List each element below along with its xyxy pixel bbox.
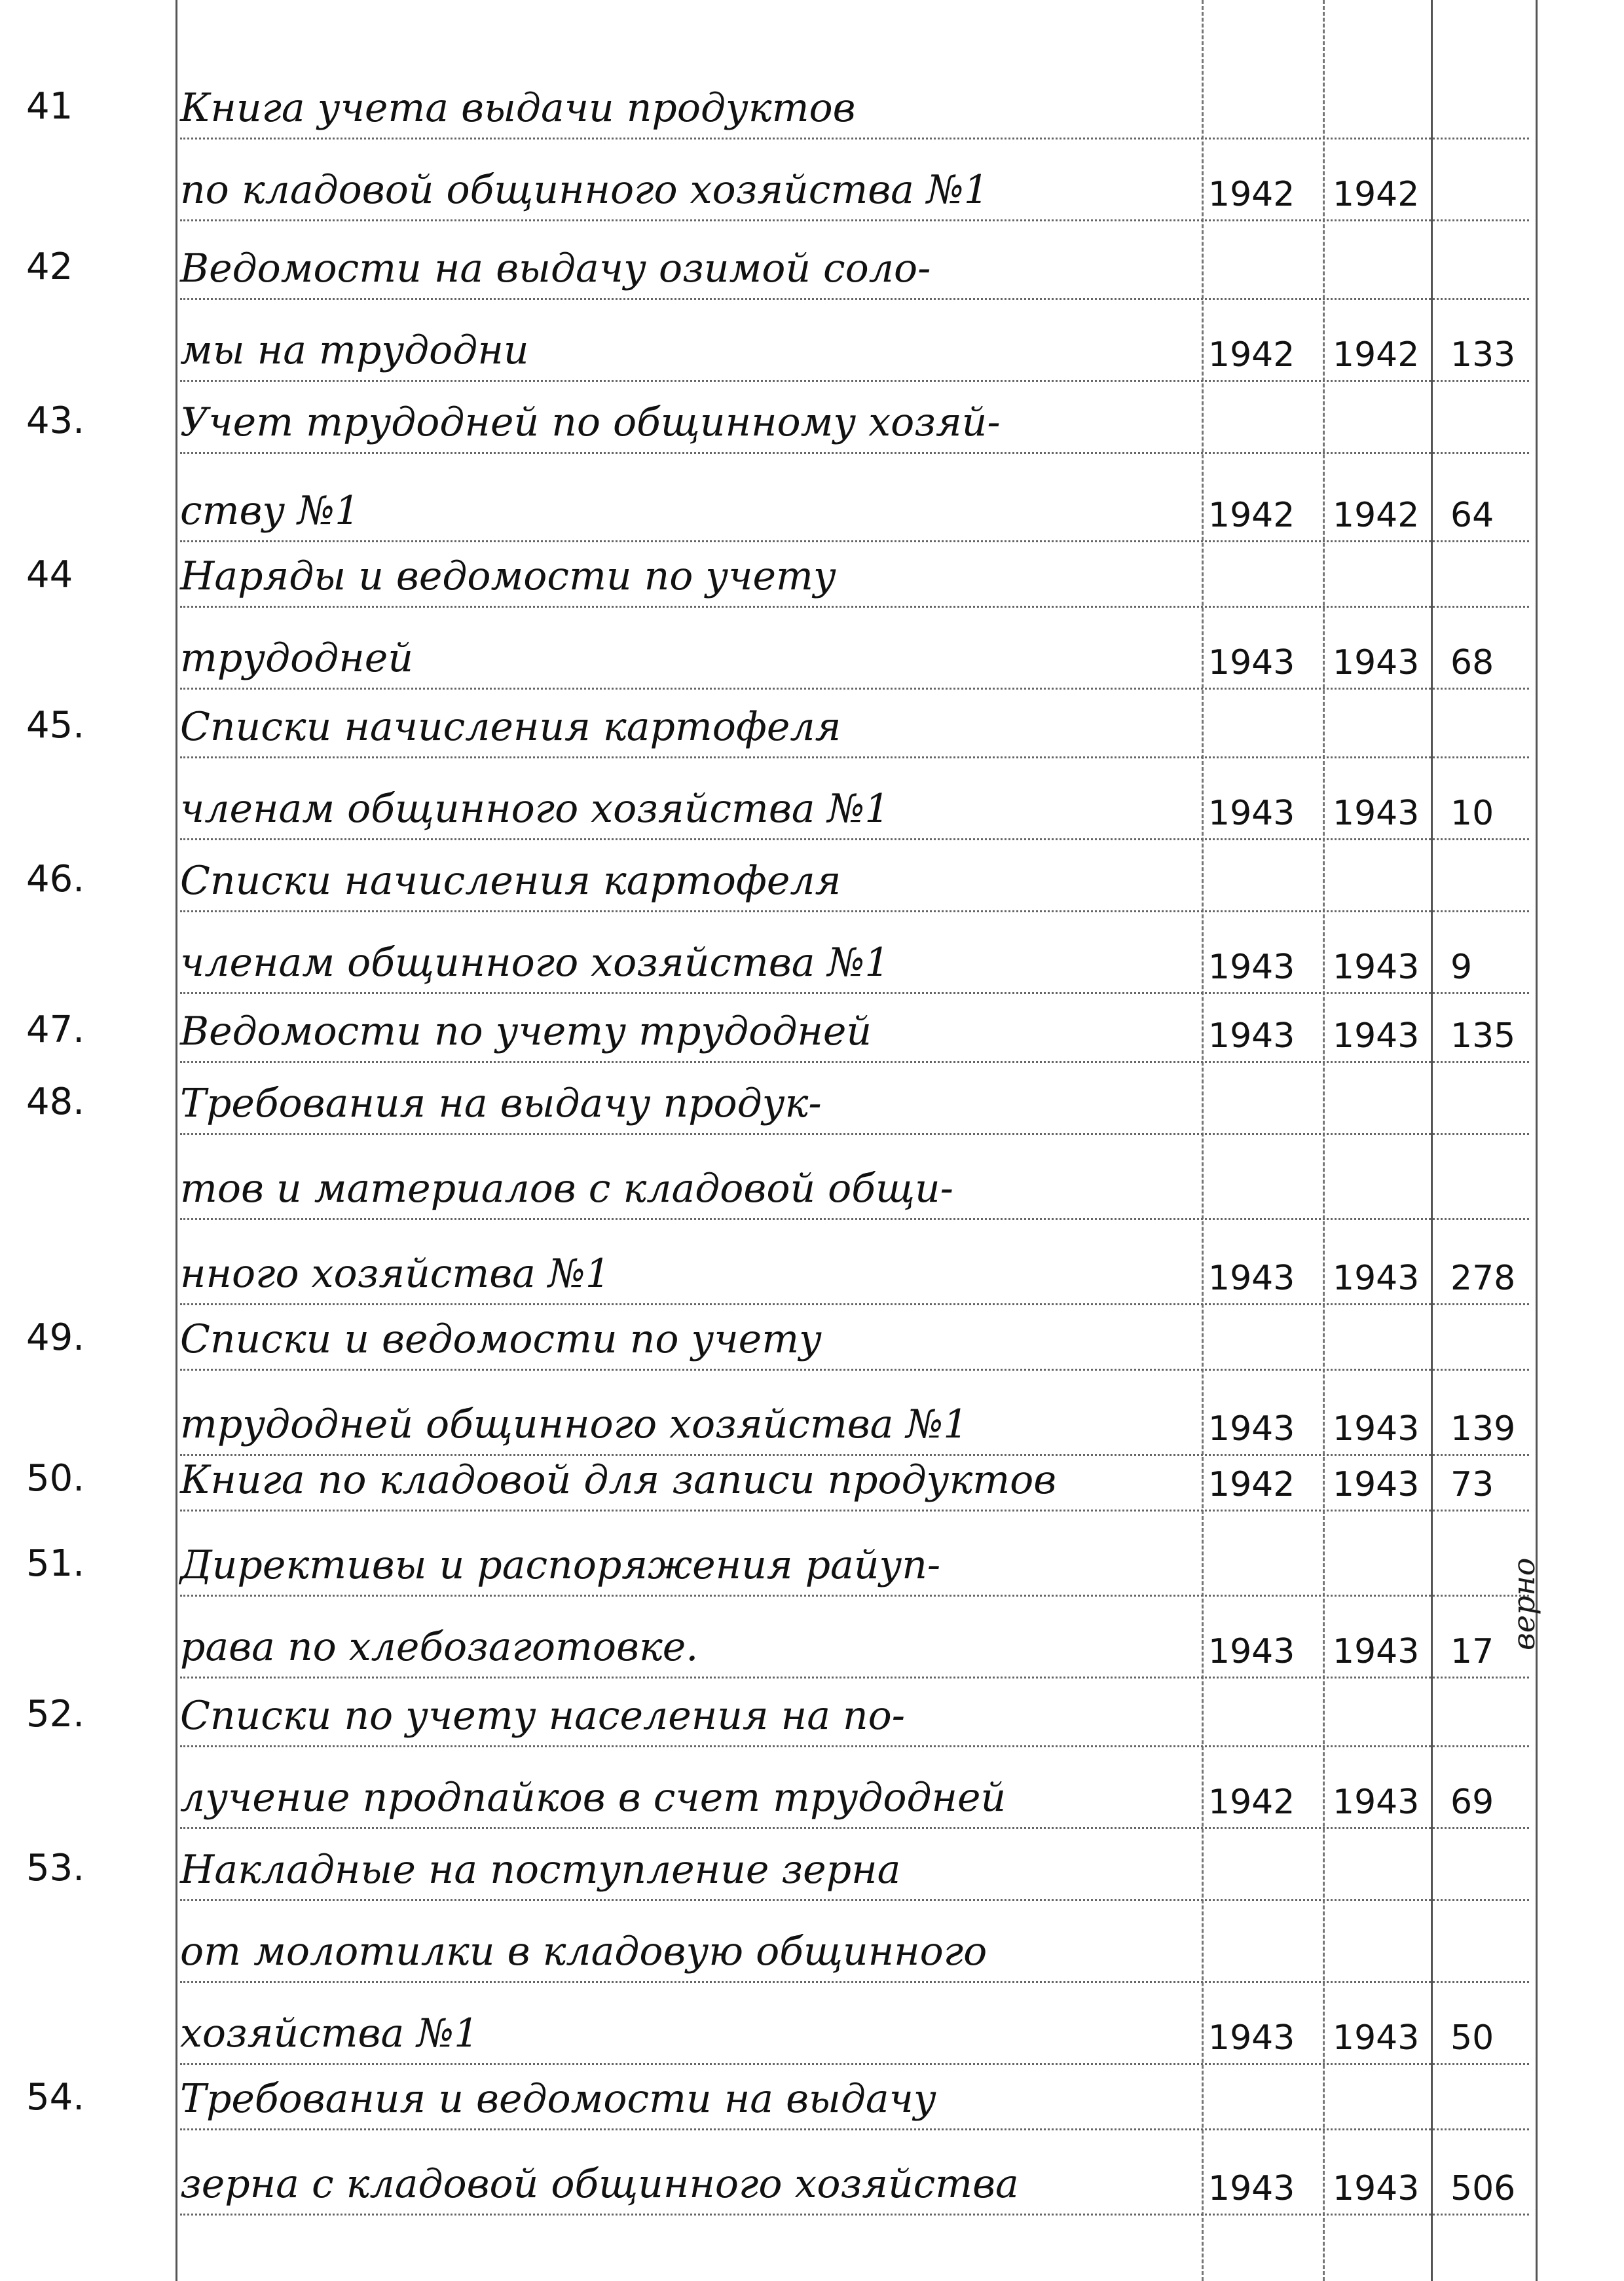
start-year: 1942 [1208, 496, 1295, 535]
page-count: 133 [1450, 335, 1516, 375]
writing-line [180, 380, 1529, 382]
end-year: 1943 [1333, 2169, 1420, 2208]
writing-line [180, 1510, 1529, 1511]
writing-line [180, 2063, 1529, 2065]
start-year: 1943 [1208, 794, 1295, 833]
entry-title-line: Списки начисления картофеля [180, 704, 841, 750]
page-count: 278 [1450, 1259, 1516, 1298]
entry-number: 54. [26, 2076, 85, 2119]
page-count: 10 [1450, 794, 1494, 833]
end-year: 1942 [1333, 496, 1420, 535]
writing-line [180, 298, 1529, 300]
start-year: 1943 [1208, 1632, 1295, 1671]
page-count: 506 [1450, 2169, 1516, 2208]
entry-title-line: рава по хлебозаготовке. [180, 1624, 699, 1670]
entry-number: 42 [26, 246, 73, 288]
page-count: 17 [1450, 1632, 1494, 1671]
writing-line [180, 1133, 1529, 1135]
entry-title-line: зерна с кладовой общинного хозяйства [180, 2161, 1019, 2207]
page-count: 64 [1450, 496, 1494, 535]
writing-line [180, 1827, 1529, 1829]
writing-line [180, 1595, 1529, 1597]
writing-line [180, 688, 1529, 690]
writing-line [180, 1899, 1529, 1901]
entry-title-line: Требования и ведомости на выдачу [180, 2076, 936, 2122]
start-year: 1943 [1208, 1259, 1295, 1298]
end-year: 1943 [1333, 948, 1420, 987]
entry-number: 45. [26, 704, 85, 747]
writing-line [180, 1677, 1529, 1678]
page-count: 50 [1450, 2018, 1494, 2058]
entry-title-line: от молотилки в кладовую общинного [180, 1929, 987, 1975]
entry-number: 43. [26, 399, 85, 442]
entry-title-line: Накладные на поступление зерна [180, 1847, 901, 1893]
entry-number: 51. [26, 1542, 85, 1585]
end-year: 1943 [1333, 1632, 1420, 1671]
page-count: 68 [1450, 643, 1494, 682]
end-year: 1943 [1333, 643, 1420, 682]
start-year: 1942 [1208, 1783, 1295, 1822]
page-count: 73 [1450, 1465, 1494, 1504]
entry-title-line: Учет трудодней по общинному хозяй- [180, 399, 1001, 445]
entry-title-line: ству №1 [180, 488, 360, 534]
writing-line [180, 1369, 1529, 1371]
writing-line [180, 1981, 1529, 1983]
margin-note: верно [1506, 1557, 1541, 1650]
end-year: 1943 [1333, 1783, 1420, 1822]
entry-title-line: членам общинного хозяйства №1 [180, 786, 890, 832]
end-year: 1943 [1333, 1016, 1420, 1056]
entry-title-line: тов и материалов с кладовой общи- [180, 1166, 953, 1212]
pages-column-rule [1431, 0, 1433, 2281]
entry-title-line: Книга по кладовой для записи продуктов [180, 1457, 1057, 1503]
start-year: 1943 [1208, 2018, 1295, 2058]
end-year: 1943 [1333, 1465, 1420, 1504]
entry-number: 49. [26, 1316, 85, 1359]
entry-title-line: Списки по учету населения на по- [180, 1693, 906, 1739]
entry-title-line: трудодней [180, 635, 413, 681]
entry-number: 50. [26, 1457, 85, 1500]
left-margin-rule [175, 0, 177, 2281]
start-year: 1942 [1208, 335, 1295, 375]
page-count: 69 [1450, 1783, 1494, 1822]
entry-title-line: хозяйства №1 [180, 2011, 479, 2056]
entry-number: 44 [26, 553, 73, 596]
entry-title-line: по кладовой общинного хозяйства №1 [180, 167, 989, 213]
writing-line [180, 219, 1529, 221]
end-year: 1943 [1333, 2018, 1420, 2058]
entry-number: 48. [26, 1081, 85, 1123]
entry-number: 53. [26, 1847, 85, 1889]
end-year: 1943 [1333, 1409, 1420, 1449]
entry-number: 41 [26, 85, 73, 128]
entry-title-line: Ведомости на выдачу озимой соло- [180, 246, 931, 291]
entry-title-line: трудодней общинного хозяйства №1 [180, 1401, 969, 1447]
end-year: 1942 [1333, 175, 1420, 214]
writing-line [180, 452, 1529, 454]
start-year: 1943 [1208, 643, 1295, 682]
entry-title-line: Требования на выдачу продук- [180, 1081, 822, 1126]
start-year: 1942 [1208, 1465, 1295, 1504]
entry-title-line: Списки и ведомости по учету [180, 1316, 822, 1362]
end-year: 1942 [1333, 335, 1420, 375]
end-year-column-rule [1323, 0, 1325, 2281]
start-year: 1943 [1208, 1409, 1295, 1449]
writing-line [180, 1303, 1529, 1305]
writing-line [180, 2214, 1529, 2216]
entry-title-line: мы на трудодни [180, 327, 529, 373]
entry-title-line: нного хозяйства №1 [180, 1251, 610, 1297]
entry-title-line: Книга учета выдачи продуктов [180, 85, 856, 131]
writing-line [180, 138, 1529, 139]
start-year: 1942 [1208, 175, 1295, 214]
writing-line [180, 838, 1529, 840]
entry-title-line: членам общинного хозяйства №1 [180, 940, 890, 986]
entry-title-line: Наряды и ведомости по учету [180, 553, 836, 599]
start-year-column-rule [1202, 0, 1204, 2281]
entry-title-line: лучение продпайков в счет трудодней [180, 1775, 1006, 1821]
entry-number: 52. [26, 1693, 85, 1735]
writing-line [180, 540, 1529, 542]
page-count: 135 [1450, 1016, 1516, 1056]
entry-title-line: Директивы и распоряжения райуп- [180, 1542, 941, 1588]
writing-line [180, 1218, 1529, 1220]
writing-line [180, 910, 1529, 912]
writing-line [180, 2128, 1529, 2130]
writing-line [180, 1061, 1529, 1063]
start-year: 1943 [1208, 948, 1295, 987]
right-margin-rule [1536, 0, 1538, 2281]
writing-line [180, 1745, 1529, 1747]
start-year: 1943 [1208, 2169, 1295, 2208]
page-count: 139 [1450, 1409, 1516, 1449]
entry-number: 47. [26, 1009, 85, 1051]
start-year: 1943 [1208, 1016, 1295, 1056]
end-year: 1943 [1333, 794, 1420, 833]
writing-line [180, 1454, 1529, 1456]
writing-line [180, 992, 1529, 994]
writing-line [180, 756, 1529, 758]
writing-line [180, 606, 1529, 608]
entry-title-line: Ведомости по учету трудодней [180, 1009, 872, 1054]
entry-number: 46. [26, 858, 85, 900]
page-count: 9 [1450, 948, 1473, 987]
end-year: 1943 [1333, 1259, 1420, 1298]
entry-title-line: Списки начисления картофеля [180, 858, 841, 904]
